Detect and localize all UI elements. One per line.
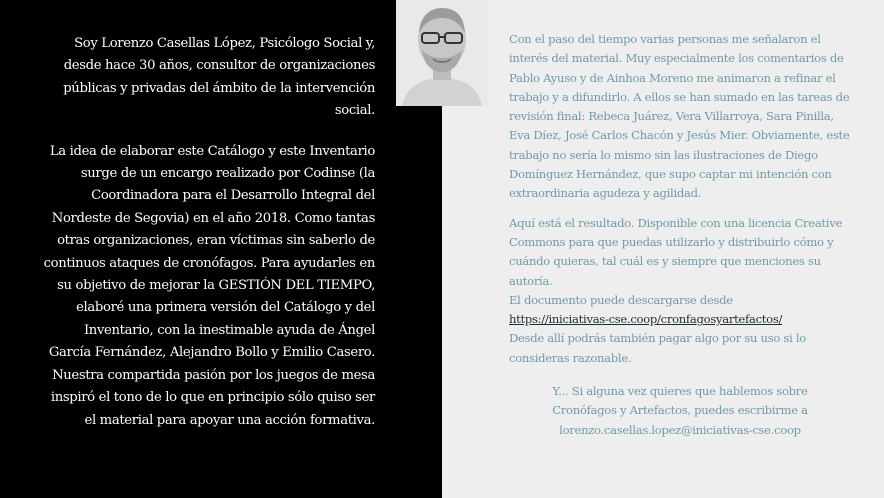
result-paragraph: Aquí está el resultado. Disponible con una licencia Creative Commons para que puedas utilizarlo y distribuirlo cómo y cuándo quieras, tal cuál es y siempre que menciones su autoría. bbox=[509, 215, 843, 288]
contact-line-1: Y... Si alguna vez quieres que hablemos sobre bbox=[552, 384, 808, 399]
left-text-block bbox=[40, 33, 375, 432]
download-link[interactable]: https://iniciativas-cse.coop/cronfagosyartefactos/ bbox=[509, 312, 783, 327]
right-text-block bbox=[509, 30, 851, 440]
project-story: La idea de elaborar este Catálogo y este Inventario surge de un encargo realizado por Codinse (la Coordinadora para el Desarrollo Integral del Nordeste de Segovia) en el año 2018. Como tantas otras organizaciones, eran víctimas sin saberlo de continuos ataques de cronófagos. Para ayudarles en su objetivo de mejorar la GESTIÓN DEL TIEMPO, elaboré una primera versión del Catálogo y del Inventario, con la inestimable ayuda de Ángel García Fernández, Alejandro Bollo y Emilio Casero. Nuestra compartida pasión por los juegos de mesa inspiró el tono de lo que en principio sólo quiso ser el material para apoyar una acción formativa. bbox=[43, 143, 375, 428]
download-label: El documento puede descargarse desde bbox=[509, 292, 733, 307]
payment-note: Desde allí podrás también pagar algo por su uso si lo consideras razonable. bbox=[509, 331, 806, 365]
author-portrait-icon bbox=[396, 0, 488, 106]
contact-line-2: Cronófagos y Artefactos, puedes escribirme a bbox=[552, 403, 808, 418]
portrait-svg bbox=[396, 0, 488, 106]
right-panel bbox=[442, 0, 884, 498]
author-intro: Soy Lorenzo Casellas López, Psicólogo Social y, desde hace 30 años, consultor de organizaciones públicas y privadas del ámbito de la intervención social. bbox=[63, 36, 375, 119]
contact-email[interactable]: lorenzo.casellas.lopez@iniciativas-cse.coop bbox=[559, 422, 801, 437]
acknowledgements: Con el paso del tiempo varias personas me señalaron el interés del material. Muy especialmente los comentarios de Pablo Ayuso y de Ainhoa Moreno me animaron a refinar el trabajo y a difundirlo. A ellos se han sumado en las tareas de revisión final: Rebeca Juárez, Vera Villarroya, Sara Pinilla, Eva Díez, José Carlos Chacón y Jesús Mier. Obviamente, este trabajo no sería lo mismo sin las ilustraciones de Diego Domínguez Hernández, que supo captar mi intención con extraordinaria agudeza y agilidad. bbox=[509, 32, 850, 201]
